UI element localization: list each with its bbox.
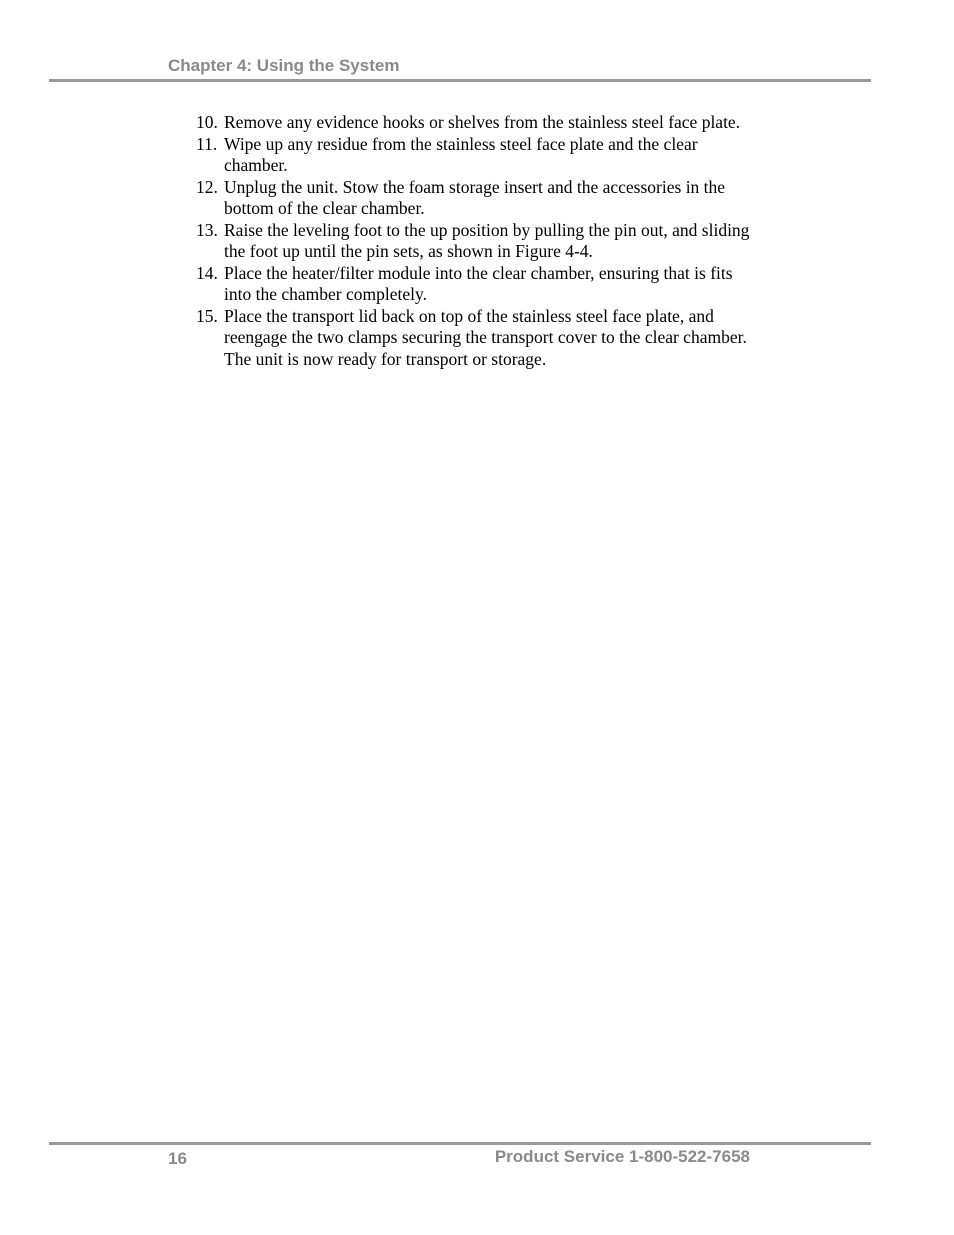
step-text: Unplug the unit. Stow the foam storage insert and the accessories in the bottom of the clear chamber. bbox=[224, 176, 726, 218]
step-number: 13. bbox=[196, 219, 218, 240]
chapter-title: Chapter 4: Using the System bbox=[168, 56, 400, 75]
step-number: 12. bbox=[196, 176, 218, 197]
list-item bbox=[196, 306, 756, 371]
step-number: 15. bbox=[196, 305, 218, 326]
step-number: 11. bbox=[196, 133, 218, 154]
list-item bbox=[196, 112, 756, 134]
step-number: 14. bbox=[196, 262, 218, 283]
header-divider bbox=[49, 79, 871, 82]
list-item bbox=[196, 177, 756, 220]
step-text: Raise the leveling foot to the up position by pulling the pin out, and sliding the foot up until the pin sets, as shown in Figure 4-4. bbox=[224, 219, 750, 261]
footer-divider bbox=[49, 1142, 871, 1145]
list-item bbox=[196, 263, 756, 306]
list-item bbox=[196, 134, 756, 177]
list-item bbox=[196, 220, 756, 263]
product-service-phone: Product Service 1-800-522-7658 bbox=[494, 1147, 750, 1166]
instruction-list bbox=[196, 112, 756, 370]
step-number: 10. bbox=[196, 112, 218, 132]
step-text: Place the heater/filter module into the clear chamber, ensuring that is fits into the chamber completely. bbox=[224, 262, 733, 304]
step-text: Remove any evidence hooks or shelves from the stainless steel face plate. bbox=[224, 112, 741, 132]
page-number: 16 bbox=[168, 1149, 187, 1168]
step-text: Wipe up any residue from the stainless steel face plate and the clear chamber. bbox=[224, 133, 698, 175]
step-text: Place the transport lid back on top of the stainless steel face plate, and reengage the two clamps securing the transport cover to the clear chamber. The unit is now ready for transport or storage. bbox=[224, 305, 747, 369]
